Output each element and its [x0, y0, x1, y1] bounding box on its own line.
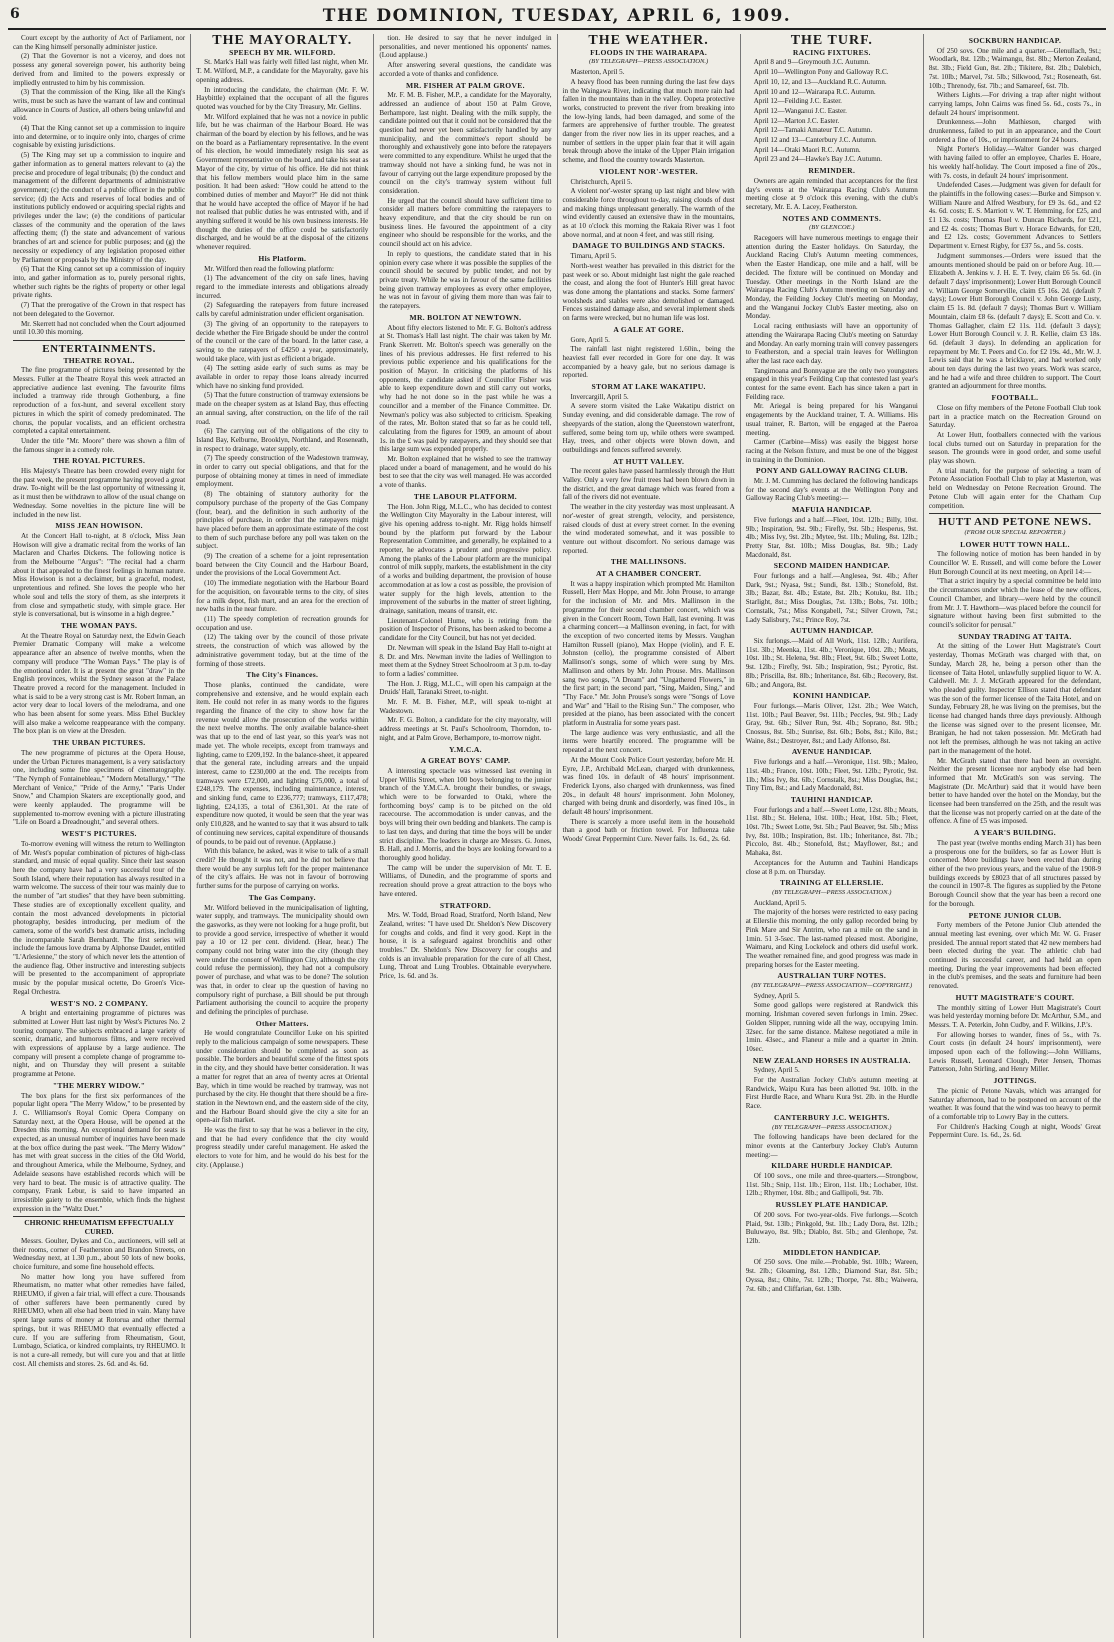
article-heading: A GREAT BOYS' CAMP. — [420, 756, 511, 766]
article-section — [379, 757, 551, 898]
article-heading: MAFUIA HANDICAP. — [791, 505, 872, 515]
article-section — [379, 493, 551, 743]
article-heading: STORM AT LAKE WAKATIPU. — [591, 382, 706, 392]
article-paragraph: Gore, April 5. — [570, 335, 610, 344]
article-paragraph: (1) The advancement of the city on safe lines, having regard to the immediate interests and obligations already incurred. — [196, 274, 369, 300]
advert-paragraph: Messrs. Goulter, Dykes and Co., auctioneers, will sell at their rooms, corner of Featherston and Brandon Streets, on Wednesday next, at 1.30 p.m., about 50 lots of new books, choice furniture, and some fine household effects. — [13, 1236, 186, 1271]
article-paragraph: The fine programme of pictures being presented by the Messrs. Fuller at the Theatre Royal this week attracted an appreciative audience last evening. The favourite films included a tramway ride through Gothenburg, a fine reproduction of a fox-hunt, and several excellent story pictures in which the spirit of comedy predominated. The chorus, the popular vocalists, and an efficient orchestra completed a capital entertainment. — [13, 366, 186, 436]
article-paragraph: The camp will be under the supervision of Mr. T. E. Williams, of Dunedin, and the programme of sports and recreation should prove a great attraction to the boys who have entered. — [379, 863, 552, 898]
article-section — [563, 756, 735, 844]
article-paragraph: His Majesty's Theatre has been crowded every night for the past week, the present programme having proved a great draw. To-night will be the last opportunity of witnessing it, as it must then be withdrawn to allow of the usual change on Wednesday. Some novelties in the picture line will be included in the new list. — [13, 467, 186, 519]
article-section — [746, 49, 918, 164]
article-paragraph: To-morrow evening will witness the return to Wellington of Mr. West's popular combination of pictures of high-class standard, and music of equal quality. Since their last season here the company have had a very successful tour of the South Island, where their reputation has always resulted in a warm welcome. The success of their tour was mainly due to the number of "art studies" that they have been submitting. These studies are of exceptionally excellent quality, and contain the most advanced developments in pictorial photography, besides introducing, per medium of the camera, some of the world's best dramatic artists, including the incomparable Sarah Bernhardt. The first series will include the famous love drama by Alphonse Daudet, entitled "L'Arlesienne," the story of which never lets the attention of the audience flag. Other instructive and interesting subjects will be presented to the accompaniment of appropriate music by the popular musical octette, Do Groen's Vice-Regal Orchestra. — [13, 839, 186, 996]
article-paragraph: Dr. Newman will speak in the Island Bay Hall to-night at 8. Dr. and Mrs. Newman invite the ladies of Wellington to meet them at the Sydney Street Schoolroom at 3 p.m. to-day to form a ladies' committee. — [379, 643, 552, 678]
article-paragraph: For Children's Hacking Cough at night, Woods' Great Peppermint Cure. 1s. 6d., 2s. 6d. — [928, 1122, 1102, 1140]
article-paragraph: Mr. F. M. B. Fisher, M.P., will speak to-night at Wadestown. — [379, 698, 552, 715]
article-heading: THEATRE ROYAL. — [63, 355, 135, 365]
article-paragraph: He was the first to say that he was a believer in the city, and that he had every confidence that the city would progress steadily under careful management. He asked the electors to vote for him, and he would do his best for the city. (Applause.) — [196, 1126, 369, 1169]
article-paragraph: Timaru, April 5. — [570, 252, 617, 261]
column-3 — [374, 34, 557, 1638]
article-paragraph: April 12—Tamaki Amateur T.C. Autumn. — [753, 126, 873, 135]
article-paragraph: The majority of the horses were restricted to easy pacing at Ellerslie this morning, the only gallop recorded being by Pink Mare and Sir Antrim, who ran a mile on the sand in 1min. 51 3-5sec. The last-named pleased most. Aborigine, Waimaru, and King Lockelock and others did useful work. The weather remained fine, and good progress was made in preparing horses for the Easter meeting. — [745, 908, 918, 969]
divider-rule — [13, 340, 185, 341]
article-section — [746, 215, 918, 465]
article-paragraph: (6) That the King cannot set up a commission of inquiry into, and gather information as to, purely personal rights, whether such rights be the rights of property or other legal private rights. — [13, 265, 186, 300]
article-paragraph: Close on fifty members of the Petone Football Club took part in a practice match on the Recreation Ground on Saturday. — [928, 403, 1102, 430]
article-paragraph: Invercargill, April 5. — [570, 392, 629, 401]
article-paragraph: Lieutenant-Colonel Hume, who is retiring from the position of Inspector of Prisons, has been asked to become a candidate for the City Council, but has not yet decided. — [379, 616, 552, 643]
article-paragraph: Sydney, April 5. — [753, 991, 800, 1000]
article-section — [13, 1082, 185, 1214]
article-section — [563, 383, 735, 455]
article-paragraph: For allowing horses to wander, fines of 5s., with 7s. Court costs (in default 24 hours' imprisonment), were imposed upon each of the following:—John Williams, Lewis Russell, Leonard Clough, Peter Jensen, Thomas Patterson, John Stirling, and Henry Miller. — [928, 1030, 1102, 1074]
article-section — [196, 49, 368, 252]
article-paragraph: Four furlongs.—Maris Oliver, 12st. 2lb.; Wee Watch, 11st. 10lb.; Paul Beaver, 9st. 11lb.; Peccles, 9st. 9lb.; Lady Gray, 9st. 6lb.; Silver Run, 9st. 4lb.; Soprano, 8st. 9lb.; Cnossus, 8st. 5lb.; Sunrise, 8st. 6lb.; Bobs, 8st.; Kilo, 8st.; Waine, 8st.; Destroyer, 8st.; and Lady Alfonso, 8st. — [745, 701, 918, 745]
article-section — [746, 562, 918, 624]
article-paragraph: There is scarcely a more useful item in the household than a good bath or friction towel. For Influenza take Woods' Great Peppermint Cure. Never fails. 1s. 6d., 2s. 6d. — [562, 817, 735, 844]
article-paragraph: Of 250 sovs. One mile and a quarter.—Glenullach, 9st.; Woodlark, 8st. 12lb.; Waimangu, 8st. 8lb.; Merton Zealand, 8st. 3lb.; Field Gun, 8st. 2lb.; Tikitere, 8st. 2lb.; Dalebich, 7st. 10lb.; Marvel, 7st. 5lb.; Silkwood, 7st.; Roseneath, 6st. 10lb.; Threnody, 6st. 7lb.; and Samareef, 6st. 7lb. — [928, 46, 1102, 90]
article-heading: NOTES AND COMMENTS. — [782, 213, 882, 223]
article-paragraph: Some good gallops were registered at Randwick this morning. Irishman covered seven furlongs in 1min. 29sec. Golden Slipper, running wide all the way, occupying 1min. 32sec. for the same distance. Maltese negotiated a mile in 1min. 43sec., and Flaneur a mile and a quarter in 2min. 10sec. — [745, 1001, 918, 1053]
columns — [8, 34, 1106, 1638]
article-paragraph: (2) That the Governor is not a viceroy, and does not possess any general sovereign power, his authority being derived from and limited to the powers expressly or impliedly entrusted to him by his commission. — [13, 52, 186, 87]
article-heading: AT A CHAMBER CONCERT. — [596, 569, 702, 579]
article-paragraph: Undefended Cases.—Judgment was given for default for the plaintiffs in the following cases:—Burke and Simpson v. William Naure and Alfred Westbury, for £9 3s. 6d., and £2 4s. 6d. costs; E. S. Marriott v. W. T. Hemming, for £25, and £1 13s. costs; Thomas Ruel v. Duncan Richards, for £21, and £2 4s. costs; Thomas Burt v. Horace Edwards, for £20, and £2 12s. costs; Government Advances to Settlers Department v. Ernest Rigby, for £37 5s., and 5s. costs. — [928, 181, 1102, 251]
article-paragraph: April 23 and 24—Hawke's Bay J.C. Autumn. — [753, 155, 883, 164]
article-paragraph: Auckland, April 5. — [753, 898, 807, 907]
article-section — [746, 1249, 918, 1294]
article-section — [196, 671, 368, 891]
article-heading: FOOTBALL. — [991, 393, 1039, 403]
article-paragraph: A bright and entertaining programme of pictures was submitted at Lower Hutt last night by West's Pictures No. 2 touring company. The subjects embraced a large variety of scenic, dramatic, and humorous films, and were received with expressions of applause by a large audience. The company will present a complete change of programme to-night, and on Thursday they will present a suitable programme at Petone. — [13, 1009, 186, 1079]
article-paragraph: (5) The King may set up a commission to inquire and gather information as to general matters relevant to (a) the precise and procedure of legal tribunals; (b) the conduct and management of the different departments of administrative government; (c) the conduct of a public officer in the public service; (d) the Acts and reserves of local bodies and of institutions publicly endowed or acquiring special rights and privileges under the law; (e) the conditions of particular classes of the community and the operation of the laws affecting them; (f) the state and advancement of various branches of art and science for public purposes; and (g) the necessity or expediency of any legislation proposed either by Parliament or proposals by the Ministry of the day. — [13, 151, 186, 264]
article-section — [13, 34, 185, 337]
article-section — [196, 1020, 368, 1170]
article-section — [746, 1114, 918, 1160]
article-paragraph: (10) The immediate negotiation with the Harbour Board for the acquisition, on favourable terms to the city, of sites for a milk depot, fish mart, and an area for the erection of new baths in the near future. — [196, 579, 369, 614]
article-section — [13, 522, 185, 619]
article-heading: AT HUTT VALLEY. — [612, 456, 685, 466]
article-paragraph: Mr. Wilford believed in the municipalisation of lighting, water supply, and tramways. The municipality should own the gasworks, as they were not looking for a huge profit, but to provide a good service, irrespective of whether it would pay a 10 or 12 per cent. dividend. (Hear, hear.) The company could not bring water into the city (though they were under the consent of Wellington City, although the city could refuse the permission), they had not a compulsory power of purchase, and what was to be done? The solution was that, in order to clear up the question of having no compulsory right of purchase, a Bill should be put through Parliament authorising the council to acquire the property and defining the principles of purchase. — [196, 903, 369, 1016]
article-paragraph: Of 250 sovs. One mile.—Probable, 9st. 10lb.; Wareen, 9st. 2lb.; Gloaming, 8st. 12lb.; Diamond Star, 8st. 5lb.; Oyssa, 8st.; Ohite, 7st. 12lb.; Thorpe, 7st. 8lb.; Waiwera, 7st. 6lb.; and Cliffarian, 6st. 13lb. — [745, 1258, 918, 1293]
article-paragraph: Mr. Wilford explained that he was not a novice in public life, but he was chairman of the Harbour Board. He was chairman of the board by election by his fellows, and he was on the board as a Parliamentary representative. In the event of his election, he would immediately resign his seat as Government representative on the board, and take his seat as Mayor of the city, by virtue of his office. He did not think that his fellow members would place him in the same position. It had been asked: "How could he attend to the combined duties of member and Mayor?" He did not think that he would have accepted the office of Mayor if he had not realised that public duties he was entrusted with, and if anything suffered it would be his own business interests. He thought the duties of the office could be satisfactorily discharged, and he would be at the disposal of the citizens whenever required. — [196, 112, 369, 252]
article-paragraph: At the sitting of the Lower Hutt Magistrate's Court yesterday, Thomas McGrath was charged with that, on Sunday, March 28, he, being a person other than the licensee of Taita Hotel, unlawfully supplied liquor to W. A. Caldwell. Mr. J. J. McGrath appeared for the defendant, who pleaded guilty. Inspector Ellison stated that defendant was the son of the former licensee of the Taita Hotel, and on Sunday, February 28, he was living on the premises, but the license had changed hands three days previously. Although the license was signed over to the present licensee, Mr. Branigan, he had not taken possession. Mr. McGrath had not left the premises, although he was not taking an active part in the management of the hotel. — [928, 642, 1102, 755]
article-heading: MR. BOLTON AT NEWTOWN. — [409, 312, 522, 322]
article-paragraph: The Hon. John Rigg, M.L.C., who has decided to contest the Wellington City Mayoralty in the Labour interest, will give his opening address to-night. Mr. Rigg holds himself bound by the platform put forward by the Labour Representation Committee, and generally, he explained to a reporter, he advocates a prudent and progressive policy. Among the planks of the Labour platform are the municipal control of milk supply, markets, the establishment in the city of a works and building department, the provision of house accommodation at as low a cost as possible, the provision of water supply for the high levels, attention to the improvement of the suburbs in the matter of street lighting, drainage, sanitation, means of transit, etc. — [379, 502, 552, 615]
column-heading: THE TURF. — [790, 34, 873, 48]
article-paragraph: (6) The carrying out of the obligations of the city to Island Bay, Kelburne, Brooklyn, Northland, and Roseneath, in respect to drainage, water supply, etc. — [196, 427, 369, 453]
article-heading: MIDDLETON HANDICAP. — [783, 1247, 881, 1257]
article-heading: JOTTINGS. — [993, 1076, 1037, 1086]
article-paragraph: The following handicaps have been declared for the minor events at the Canterbury Jockey Club's Autumn meeting:— — [745, 1133, 918, 1159]
article-paragraph: Local racing enthusiasts will have an opportunity of attending the Wairarapa Racing Club's meeting on Saturday and Monday. An early morning train will convey passengers to Featherston, and a special train leaves for Wellington after the last race each day. — [745, 322, 918, 365]
article-section — [13, 457, 185, 519]
article-heading: Other Matters. — [255, 1018, 309, 1028]
article-section — [746, 506, 918, 559]
article-paragraph: Tangimoana and Bonnyague are the only two youngsters engaged in this year's Feilding Cup that contested last year's contest for the same event. Each has since taken a part in Feilding race. — [745, 366, 918, 401]
article-section — [563, 242, 735, 322]
article-heading: "THE MERRY WIDOW." — [52, 1080, 146, 1090]
article-section — [929, 829, 1101, 908]
article-section — [929, 1077, 1101, 1140]
article-paragraph: After answering several questions, the candidate was accorded a vote of thanks and confidence. — [379, 61, 552, 78]
article-paragraph: North-west weather has prevailed in this district for the past week or so. About midnight last night the gale reached the coast, and along the foot of Hunter's Hill great havoc was done among the plantations and stacks. Some farmers' woolsheds and stables were also demolished or damaged. Fences sustained damage also, and several implement sheds on farms were wrecked, but no human life was lost. — [562, 261, 735, 323]
article-paragraph: At the Concert Hall to-night, at 8 o'clock, Miss Jean Howison will give a dramatic recital from the works of Ian Maclaren and Charles Dickens. The following notice is from the Melbourne "Argus": "The recital had a charm about it that appealed to the finest feelings in human nature. Miss Howison is not a declaimer, but a graceful, modest, unpretentious and refined. She loves the people who her whole soul and tells the story of them, as she interprets it from close and sympathetic study, with simple grace. Her style is conversational, but is winsome in a high degree." — [13, 531, 186, 619]
page-number: 6 — [10, 6, 20, 22]
column-1 — [8, 34, 191, 1638]
article-paragraph: Court except by the authority of Act of Parliament, nor can the King himself personally administer justice. — [13, 34, 186, 51]
article-paragraph: St. Mark's Hall was fairly well filled last night, when Mr. T. M. Wilford, M.P., a candidate for the Mayoralty, gave his opening address. — [196, 58, 369, 84]
article-paragraph: (8) The obtaining of statutory authority for the compulsory purchase of the property of the Gas Company (four, bear), and the definition in such authority of the principles of purchase, in order that the ratepayers might have placed before them an approximate estimate of the cost to them of such purchase before any poll was taken on the subject. — [196, 490, 369, 551]
article-paragraph: April 12 and 13—Canterbury J.C. Autumn. — [753, 136, 877, 145]
article-section — [746, 1162, 918, 1198]
article-heading: FLOODS IN THE WAIRARAPA. — [590, 47, 708, 57]
article-heading: REMINDER. — [808, 166, 856, 176]
article-section — [379, 34, 551, 79]
article-heading: RUSSLEY PLATE HANDICAP. — [775, 1200, 888, 1210]
article-section — [929, 541, 1101, 630]
article-paragraph: A trial match, for the purpose of selecting a team of Petone Association Football Club to play at Masterton, was held on Wednesday on Petone Recreation Ground. The Petone Club will again enter for the Chatham Cup competition. — [928, 466, 1102, 510]
major-heading: ENTERTAINMENTS. — [42, 342, 156, 355]
article-paragraph: Six furlongs.—Maid of All Work, 11st. 12lb.; Aurifera, 11st. 3lb.; Meenka, 11st. 4lb.; Veronique, 10st. 2lb.; Meats, 10st. 1lb.; St. Helena, 9st. 8lb.; Fleet, 9st. 6lb.; Sweet Lotte, 9st. 12lb.; Firefly, 9st. 5lb.; Inspiration, 9st.; Pyrotic, 8st. 8lb.; Priscilla, 8st. 8lb.; Inheritance, 8st. 6lb.; Recovery, 8st. 6lb.; and Angora, 8st. — [745, 637, 918, 689]
article-heading: SUNDAY TRADING AT TAITA. — [958, 631, 1072, 641]
article-heading: AUSTRALIAN TURF NOTES. — [777, 971, 887, 981]
column-4 — [558, 34, 741, 1638]
article-section — [929, 252, 1101, 391]
column-5 — [741, 34, 924, 1638]
article-heading: THE WOMAN PAYS. — [60, 621, 138, 630]
article-paragraph: A heavy flood has been running during the last few days in the Waingawa River, indicating that much more rain had fallen in the mountains than in the valley. Oopeta protective works, constructed to prevent the river from breaking into the low-lying lands, had been damaged, and some of the farmers are apprehensive of further trouble. The greatest danger from the river now lies in its upper reaches, and a number of settlers in the upper plain fear that it will again break through above the intake of the Upper Plain irrigation scheme, and flood the country towards Masterton. — [562, 77, 735, 165]
article-paragraph: The large audience was very enthusiastic, and all the items were heartily encored. The programme will be repeated at the next concert. — [562, 728, 735, 755]
article-heading: RACING FIXTURES. — [792, 47, 871, 57]
advert-title: CHRONIC RHEUMATISM EFFECTUALLY CURED. — [24, 1218, 174, 1237]
article-section — [929, 91, 1101, 251]
article-paragraph: (11) The speedy completion of recreation grounds for occupation and use. — [196, 615, 369, 632]
article-paragraph: Mr. Wilford then read the following platform: — [204, 264, 334, 273]
column-2 — [191, 34, 374, 1638]
article-heading: DAMAGE TO BUILDINGS AND STACKS. — [572, 241, 725, 251]
article-paragraph: Carmer (Carbine—Miss) was easily the biggest horse racing at the Nelson fixture, and must be one of the biggest in training in the Dominion. — [745, 438, 918, 464]
article-heading: KONINI HANDICAP. — [793, 691, 871, 701]
article-heading: AUTUMN HANDICAP. — [790, 626, 874, 636]
article-section — [929, 912, 1101, 991]
article-heading: The Gas Company. — [248, 892, 316, 902]
article-section — [746, 972, 918, 1053]
article-section — [563, 570, 735, 755]
article-paragraph: April 12—Wanganui J.C. Easter. — [753, 106, 847, 115]
article-heading: VIOLENT NOR'-WESTER. — [599, 166, 698, 176]
article-paragraph: (3) That the commission of the King, like all the King's writs, must be such as have the warrant of law and continual allowance in Courts of Justice, all others being unlawful and void. — [13, 88, 186, 123]
article-heading: A GALE AT GORE. — [613, 324, 684, 334]
article-paragraph: (9) The creation of a scheme for a joint representation board between the City Council and the Harbour Board, under the provisions of the Local Government Act. — [196, 552, 369, 578]
article-section — [13, 357, 185, 455]
article-paragraph: At the Theatre Royal on Saturday next, the Edwin Geach Premier Dramatic Company will make a welcome appearance after an absence of twelve months, when the company will produce "The Woman Pays." The play is of the emotional order. It is at present the great "draw" in the English provinces, whilst the Sydney season at the Palace Theatre proved a record for the management. Included in what is said to be a very strong cast is Mr. Robert Inman, an actor very dear to local lovers of the melodrama, and one who has been absent for some years. Miss Ethel Buckley will also make a welcome reappearance with the company. The box plan is on view at the Dresden. — [13, 631, 186, 736]
article-paragraph: (3) The giving of an opportunity to the ratepayers to decide whether the Fire Brigade should be under the control of the council or the care of the board. In the latter case, a saving to the ratepayers of £4250 a year, approximately, would take place, with just as efficient a brigade. — [196, 319, 369, 363]
article-section — [563, 326, 735, 380]
article-paragraph: tion. He desired to say that he never indulged in personalities, and never mentioned his opponents' names. (Loud applause.) — [379, 34, 552, 60]
article-heading: THE MALLINSONS. — [610, 557, 687, 567]
article-section — [746, 627, 918, 689]
article-paragraph: In reply to questions, the candidate stated that in his opinion every case where it was possible the supplies of the council should be secured by public tender, and not by private treaty. While he was in favour of the same facilities being given tramway employees as every other employee, he was not in favour of giving them more than was fair to the ratepayers. — [379, 249, 552, 311]
article-paragraph: "That a strict inquiry by a special committee be held into the circumstances under which the lease of the new offices, Council Chamber, and library—were held by the council from Mr. J. T. Hawthorn—was placed before the council for signature without having been first submitted to the council's solicitor for perusal." — [928, 577, 1102, 629]
article-paragraph: The new programme of pictures at the Opera House, under the Urban Pictures management, is a very satisfactory one, including some fine specimens of cinematography. "The Nymph of Fontainebleau," "Modern Metallurgy," "The Merchant of Venice," "Pride of the Army," "Paris Under Snow," and Champion Skaters are exceptionally good, and were keenly applauded. The programme will be supplemented to-morrow evening with a picture illustrating "Life on Board a Dreadnought," and several others. — [13, 748, 186, 827]
article-subheading: (BY TELEGRAPH—PRESS ASSOCIATION.) — [588, 58, 709, 66]
article-paragraph: The rainfall last night registered 1.60in., being the heaviest fall ever recorded in Gore for one day. It was accompanied by a heavy gale, but no serious damage is reported. — [562, 345, 735, 380]
major-subheading: (FROM OUR SPECIAL REPORTER.) — [964, 528, 1066, 536]
article-section — [563, 558, 735, 567]
article-paragraph: Withers Lights.—For driving a trap after night without carrying lamps, John Cairns was fined 5s. 6d., costs 7s., in default 24 hours' imprisonment. — [928, 91, 1102, 117]
article-heading: SOCKBURN HANDICAP. — [968, 36, 1062, 45]
article-paragraph: A interesting spectacle was witnessed last evening in Upper Willis Street, when 100 boys belonging to the junior branch of the Y.M.C.A. brought their bundles, or swags, which were to be forwarded to Otaki, where the forthcoming boys' camp is to be pitched on the old racecourse. The accommodation is under canvas, and the boys will bring their own bedding and blankets. The camp is to last ten days, and during that time the boys will be under strict discipline. The leaders in charge are Messrs. G. Jones, B. Hall, and J. Morris, and the boys are looking forward to a thoroughly good holiday. — [379, 766, 552, 862]
article-section — [13, 622, 185, 736]
article-paragraph: A violent nor'-wester sprang up last night and blew with considerable force throughout to-day, raising clouds of dust and making things unpleasant generally. The warmth of the wind evidently caused an extensive thaw in the mountains, as at 10 o'clock this morning the Rakaia River was 1 foot above normal, and at noon 4 feet, and was still rising. — [562, 187, 735, 239]
masthead — [8, 6, 1106, 30]
article-section — [929, 467, 1101, 511]
article-section — [929, 633, 1101, 826]
article-heading: NEW ZEALAND HORSES IN AUSTRALIA. — [752, 1055, 911, 1065]
article-heading: The City's Finances. — [246, 670, 319, 680]
article-section — [196, 894, 368, 1017]
article-paragraph: Sydney, April 5. — [753, 1066, 800, 1075]
article-subheading: (BY GLENCOE.) — [809, 224, 855, 232]
article-section — [379, 82, 551, 311]
article-paragraph: Five furlongs and a half.—Fleet, 10st. 12lb.; Billy, 10st. 9lb.; Inspiration, 9st. 9lb.; Firefly, 9st. 5lb.; Hesperus, 9st. 4lb.; Miss Ivy, 9st. 2lb.; Mytee, 9st. 1lb.; Muling, 8st. 12lb.; Pretty Star, 8st. 10lb.; Miss Douglas, 8st. 9lb.; Lady Macdonald, 8st. — [745, 515, 918, 559]
article-section — [929, 37, 1101, 90]
article-heading: WEST'S NO. 2 COMPANY. — [50, 998, 148, 1008]
article-paragraph: Four furlongs and a half.—Anglesea, 9st. 4lb.; After Dark, 9st.; Nyasa, 9st.; Sundi, 8st. 13lb.; Stonefold, 8st. 3lb.; Bazar, 8st. 4lb.; Estate, 8st. 2lb.; Kotuku, 8st. 1lb.; Starlight, 8st.; Miss Douglas, 7st. 13lb.; Bobs, 7st. 10lb.; Cornstalk, 7st.; Miss Kongabell, 7st.; Silver Crown, 7st.; Lady Salisbury, 7st.; Prince Roy, 7st. — [745, 572, 918, 624]
divider-rule — [929, 513, 1101, 514]
article-section — [379, 746, 551, 755]
article-paragraph: (7) That the prerogative of the Crown in that respect has not been delegated to the Governor. — [13, 301, 186, 318]
article-paragraph: Five furlongs and a half.—Veronique, 11st. 9lb.; Maleo, 11st. 4lb.; France, 10st. 10lb.; Fleet, 9st. 12lb.; Pyrotic, 9st. 1lb.; Miss Ivy, 8st. 6lb.; Cornstalk, 8st.; Miss Douglas, 8st.; Tiny Tim, 8st.; and Lady Macdonald, 8st. — [745, 758, 918, 793]
article-paragraph: April 8 and 9—Greymouth J.C. Autumn. — [753, 58, 870, 67]
article-paragraph: April 14—Otaki Maori R.C. Autumn. — [753, 145, 861, 154]
article-paragraph: The monthly sitting of Lower Hutt Magistrate's Court was held yesterday morning before Dr. McArthur, S.M., and Messrs. T. A. Peterkin, John Cudby, and F. Wilkins, J.P.'s. — [928, 1003, 1102, 1029]
advertisement — [13, 1216, 185, 1368]
article-paragraph: He would congratulate Councillor Luke on his spirited reply to the malicious campaign of some newspapers. These under consideration should be completed as soon as possible. The borders and beautiful scene of the fittest spots in the city, and they should have better consideration. It was a matter for regret that an area of twenty acres at Oriental Bay, which in time would be reached by tramway, was not purchased by the city. He thought that there should be a fire-station in the Newtown end, and the eastern side of the city, and the Harbour Board should give the city a site for an open-air fish market. — [196, 1029, 369, 1125]
article-paragraph: Drunkenness.—John Mathieson, charged with drunkenness, failed to put in an appearance, and the Court ordered a fine of 10s., or imprisonment for 24 hours. — [928, 118, 1102, 144]
article-paragraph: Mr. F. M. B. Fisher, M.P., a candidate for the Mayoralty, addressed an audience of about 150 at Palm Grove, Berhampore, last night. Dealing with the milk supply, the candidate pointed out that it could not be considered that the question had never yet been satisfactorily handled by any municipality, and the committee's report should be thoroughly and exhaustively gone into before the ratepayers were committed to any expenditure. Whilst he urged that the tramway should not have a sinking fund, he was not in favour of carrying out the large expenditure proposed by the council on the city's tramway system without full consideration. — [379, 91, 552, 195]
article-section — [746, 1057, 918, 1111]
article-paragraph: For the Australian Jockey Club's autumn meeting at Randwick, Waipu Kura has been allotted 9st. 10lb. in the First Hurdle Race, and Wharu Kura 9st. 2lb. in the Hurdle Race. — [745, 1076, 918, 1111]
article-paragraph: The recent gales have passed harmlessly through the Hutt Valley. Only a very few fruit trees had been blown down in the district, and the great damage which was feared from a fall of the rivers did not eventuate. — [562, 467, 735, 502]
column-heading: THE MAYORALTY. — [212, 34, 353, 48]
article-heading: PETONE JUNIOR CLUB. — [968, 910, 1062, 920]
article-heading: PONY AND GALLOWAY RACING CLUB. — [755, 466, 908, 476]
column-heading: THE WEATHER. — [588, 34, 709, 48]
article-section — [929, 994, 1101, 1074]
article-paragraph: Mr. McGrath stated that there had been an oversight. Neither the present licensee nor anybody else had been informed that Mr. McGrath's son was serving. The Magistrate (Dr. McArthur) said that it would have been better to have handed over the hotel on the Monday, but the licensee had been transferred on the 25th, and the result was that the license was not properly carried on at the date of the offence. A fine of £5 was imposed. — [928, 756, 1102, 826]
article-paragraph: (2) Safeguarding the ratepayers from future increased calls by careful administration under efficient organisation. — [196, 301, 369, 319]
article-heading: A YEAR'S BUILDING. — [973, 828, 1057, 838]
article-section — [746, 692, 918, 745]
article-paragraph: (4) The setting aside early of such sums as may be available in order to repay those loans already incurred which have no sinking fund provided. — [196, 364, 369, 390]
article-heading: LOWER HUTT TOWN HALL. — [960, 539, 1070, 549]
article-heading: KILDARE HURDLE HANDICAP. — [771, 1161, 893, 1171]
article-section — [379, 314, 551, 490]
article-paragraph: (7) The speedy construction of the Wadestown tramway, in order to carry out special obligations, and that for the purpose of obtaining money at times in need of immediate employment. — [196, 454, 369, 489]
article-paragraph: April 12—Marton J.C. Easter. — [753, 116, 840, 125]
article-section — [746, 467, 918, 503]
article-heading: THE LABOUR PLATFORM. — [413, 491, 517, 501]
article-section — [563, 168, 735, 240]
article-paragraph: Acceptances for the Autumn and Tauhini Handicaps close at 8 p.m. on Thursday. — [745, 858, 918, 876]
article-section — [746, 1201, 918, 1246]
article-heading: Y.M.C.A. — [448, 744, 482, 754]
article-paragraph: Mrs. W. Todd, Broad Road, Stratford, North Island, New Zealand, writes: "I have used Dr. Sheldon's New Discovery for coughs and colds, and find it very good. Kept in the house, it is a safeguard against bronchitis and other troubles." Dr. Sheldon's New Discovery for coughs and colds is an invaluable preparation for the cure of all Chest, Lung, Throat and Lung Troubles. Obtainable everywhere. Price, 1s. 6d. and 3s. — [379, 911, 552, 981]
article-subheading: (BY TELEGRAPH—PRESS ASSOCIATION—COPYRIGHT.) — [751, 982, 913, 990]
article-paragraph: Owners are again reminded that acceptances for the first day's events at the Wairarapa Racing Club's Autumn meeting close at 9 o'clock this evening, with the club's secretary, Mr. E. A. Lacey, Featherston. — [745, 176, 918, 211]
article-paragraph: He urged that the council should have sufficient time to consider all matters before committing the ratepayers to heavy expenditure, and that the city should be run on business lines. He favoured the appointment of a city engineer who should be responsible for the works, and the council should act on his advice. — [379, 196, 552, 249]
newspaper-title: THE DOMINION, TUESDAY, APRIL 6, 1909. — [322, 6, 792, 26]
article-paragraph: The weather in the city yesterday was most unpleasant. A nor'-wester of great strength, velocity, and persistence, raised clouds of dust at every street corner. In the evening the wind moderated somewhat, and it was possible to venture out without discomfort. No serious damage was reported. — [562, 503, 735, 555]
article-paragraph: (12) The taking over by the council of those private streets, the construction of which was allowed by the administrative government today, but at the time of the forming of those streets. — [196, 633, 369, 668]
article-heading: HUTT MAGISTRATE'S COURT. — [955, 992, 1075, 1002]
article-heading: THE URBAN PICTURES. — [52, 738, 146, 748]
article-paragraph: (5) That the future construction of tramway extensions be made on the cheaper system as at Island Bay, thus effecting an annual saving, after construction, on the life of the rail road. — [196, 391, 369, 426]
article-paragraph: Judgment summonses.—Orders were issued that the amounts mentioned should be paid on or before Aug. 10.—Elizabeth A. Jenkins v. J. H. E. T. Ivey, claim £6 5s. 6d. (in default 7 days' imprisonment); Lower Hutt Borough Council v. William George Somerville, claim £5 16s. 2d. (default 7 days); Lower Hutt Borough Council v. John George Lusty, claim £5 1s. 8d. (default 7 days); Thomas Burt v. William Mountain, claim £8 6s. (default 7 days); E. Scott and Co. v. Thomas Gallagher, claim £2 11s. 11d. (default 3 days); Lower Hutt Borough Council v. J. R. Kellie, claim £3 18s. 6d. (default 3 days). In defending an application for repayment by Mr. T. Peers and Co. for £2 19s. 4d., Mr. W. J. Lewis said that he was a bricklayer, and had worked only about ten days during the last two years. Work was scarce, and he had a wife and three children to support. The Court granted an adjournment for three months. — [928, 251, 1102, 391]
article-section — [563, 458, 735, 556]
article-heading: THE ROYAL PICTURES. — [53, 456, 146, 466]
article-paragraph: Of 200 sovs. For two-year-olds. Five furlongs.—Scotch Plaid, 9st. 13lb.; Pinkgold, 9st. 1lb.; Lady Dora, 8st. 12lb.; Buluwayo, 8st. 9lb.; Diablo, 8st. 5lb.; and Glenhope, 7st. 12lb. — [745, 1210, 918, 1245]
article-section — [13, 739, 185, 827]
article-paragraph: The picnic of Petone Navals, which was arranged for Saturday afternoon, had to be postponed on account of the weather. It was found that the wind was too heavy to permit of a comfortable trip to Lowry Bay in the cutters. — [928, 1086, 1102, 1121]
article-subheading: (BY TELEGRAPH—PRESS ASSOCIATION.) — [772, 888, 892, 896]
article-paragraph: Mr. Ariegal is being prepared for his Wanganui engagements by the Auckland trainer, T. A. Williams. His usual trainer, R. Barton, will be engaged at the Paeroa meeting. — [745, 402, 918, 437]
article-paragraph: Masterton, April 5. — [570, 68, 625, 77]
article-section — [196, 255, 368, 668]
article-paragraph: Mr. J. M. Cumming has declared the following handicaps for the second day's events at the Wellington Pony and Galloway Racing Club's meeting:— — [745, 477, 918, 503]
article-section — [13, 830, 185, 996]
article-paragraph: (4) That the King cannot set up a commission to inquire into and determine, or to inquire only into, charges of crime cognisable by existing jurisdictions. — [13, 124, 186, 150]
article-paragraph: At Lower Hutt, footballers connected with the various local clubs turned out on Saturday in preparation for the season. The grounds were in good order, and some useful play was shown. — [928, 430, 1102, 466]
article-paragraph: The following notice of motion has been handed in by Councillor W. E. Russell, and will come before the Lower Hutt Borough Council at its next meeting, on April 14:— — [928, 550, 1102, 576]
article-section — [929, 394, 1101, 466]
article-paragraph: In introducing the candidate, the chairman (Mr. F. W. Haybittle) explained that the occupant of all the figures quoted was vouched for by the City Treasury, Mr. Gellins. — [196, 85, 369, 111]
major-heading: HUTT AND PETONE NEWS. — [938, 516, 1092, 529]
article-section — [563, 49, 735, 165]
article-heading: TRAINING AT ELLERSLIE. — [779, 878, 884, 888]
article-paragraph: Those planks, continued the candidate, were comprehensive and extensive, and he would explain each item. He could not refer in as many words to the figures regarding the finance of the city to show how far the revenue would allow the prosecution of the works within the next twelve months. The only available balance-sheet was that up to the end of last year, so this year's was not made yet. The whole receipts, except from tramways and lighting, came to £209,192. In the balance-sheet, it appeared that the general rate, including arrears and the unpaid interest, came to £230,000 at the end. The receipts from tramways were £72,000, and lighting £75,000, a total of £248,179. The expenses, including maintenance, interest, and sinking fund, came to £236,777; tramways, £117,478; lighting, £24,135, a total of £361,301. At the rate of expenditure now quoted, it would be seen that the year was only £10,828, and he wanted to say that it was absurd to talk of continuing new services, capital expenditure of thousands of pounds, to be paid out of revenue. (Applause.) — [196, 680, 369, 846]
article-paragraph: April 10, 12, and 13—Auckland R.C. Autumn. — [753, 77, 887, 86]
article-paragraph: The past year (twelve months ending March 31) has been a prosperous one for the builders, so far as Lower Hutt is concerned. More buildings have been erected than during either of the two previous years, and the value of the 1908-9 buildings exceeds by £8023 that of all structures passed by the council in 1907-8. The figures as supplied by the Petone Borough Council show that the year has been a record one for the borough. — [928, 838, 1102, 908]
article-paragraph: April 10 and 12—Wairarapa R.C. Autumn. — [753, 87, 876, 96]
article-paragraph: Mr. Bolton explained that he wished to see the tramway placed under a board of management, and he would do his best to see that the city was well managed. He was accorded a vote of thanks. — [379, 455, 552, 490]
article-section — [746, 748, 918, 793]
article-paragraph: Christchurch, April 5. — [570, 177, 633, 186]
article-heading: TAUHINI HANDICAP. — [790, 794, 873, 804]
article-paragraph: April 12—Feilding J.C. Easter. — [753, 97, 842, 106]
article-paragraph: Of 100 sovs., one mile and three-quarters.—Strongbow, 11st. 5lb.; Snip, 11st. 1lb.; Eiron, 11st. 1lb.; Lochaber, 10st. 12lb.; Rhymer, 10st. 8lb.; and Gallipoli, 9st. 7lb. — [745, 1172, 918, 1198]
article-heading: WEST'S PICTURES. — [61, 829, 137, 839]
article-paragraph: With this balance, he asked, was it wise to talk of a small credit? He thought it was not, and he did not believe that there would be any surplus left for the proper maintenance of the city's affairs. He was not in favour of borrowing further sums for the purpose of carrying on works. — [196, 847, 369, 891]
article-heading: SECOND MAIDEN HANDICAP. — [773, 561, 890, 571]
article-section — [13, 1000, 185, 1079]
article-paragraph: At the Mount Cook Police Court yesterday, before Mr. H. Eyre, J.P., Archibald McLean, charged with drunkenness, was fined 10s. in default of 48 hours' imprisonment. Frederick Lyons, also charged with drunkenness, was fined 20s., in default 48 hours' imprisonment. John Moloney, charged with being drunk and disorderly, was fined 10s., in default 48 hours' imprisonment. — [562, 755, 735, 817]
article-heading: MR. FISHER AT PALM GROVE. — [405, 80, 525, 90]
advert-paragraph: No matter how long you have suffered from Rheumatism, no matter what other remedies have failed, RHEUMO, if given a fair trial, will effect a cure. Thousands of other sufferers have been permanently cured by RHEUMO, when all else had been tried in vain. Many have spent large sums of money at Rotorua and other thermal springs, but it was RHEUMO that eventually effected a cure. If you are suffering from Rheumatism, Gout, Lumbago, Sciatica, or kindred complaints, try RHEUMO. It is not a cure-all remedy, but will cure you and that at little cost. All chemists and stores. 2s. 6d. and 4s. 6d. — [13, 1272, 186, 1368]
article-heading: CANTERBURY J.C. WEIGHTS. — [773, 1112, 890, 1122]
article-paragraph: A severe storm visited the Lake Wakatipu district on Sunday evening, and did considerable damage. The row of sheepyards of the station, along the Queenstown waterfront, suffered, some being torn up, while others were swamped. Hay, trees, and other objects were blown down, and outbuildings and fences suffered severely. — [562, 402, 735, 454]
article-section — [746, 859, 918, 876]
article-heading: STRATFORD. — [439, 900, 492, 910]
article-paragraph: Four furlongs and a half.—Sweet Lotte, 12st. 8lb.; Meats, 11st. 8lb.; St. Helena, 10st. 10lb.; Heat, 10st. 5lb.; Fleet, 10st. 7lb.; Sweet Lotte, 9st. 5lb.; Paul Beaver, 9st. 5lb.; Miss Ivy, 8st. 10lb.; Inspiration, 8st. 1lb.; Inheritance, 8st. 7lb.; Piccolo, 8st. 4lb.; Stonefold, 8st.; Mayflower, 8st.; and Mahaka, 8st. — [745, 805, 918, 858]
article-paragraph: The Hon. J. Rigg, M.L.C., will open his campaign at the Druids' Hall, Taranaki Street, to-night. — [379, 679, 552, 697]
article-section — [746, 796, 918, 858]
article-paragraph: The box plans for the first six performances of the popular light opera "The Merry Widow," to be presented by J. C. Williamson's Royal Comic Opera Company on Saturday next, at the Opera House, will be opened at the Dresden this morning. An exceptional demand for seats is expected, as an unusual number of inquiries have been made at the box office during the past week. "The Merry Widow" has met with great success in the cities of the Old World, and throughout America, while the Melbourne, Sydney, and Adelaide seasons have established records which will be very hard to beat. The music is of attractive quality. The company, Frank Lebur, is said to have imparted an irresistible gaiety to the ensemble, which finds the highest expression in the "Waltz Duet." — [13, 1091, 186, 1213]
article-heading: MISS JEAN HOWISON. — [55, 521, 143, 531]
article-paragraph: Mr. Skerrett had not concluded when the Court adjourned until 10.30 this morning. — [13, 319, 186, 337]
article-paragraph: It was a happy inspiration which prompted Mr. Hamilton Russell, Herr Max Hoppe, and Mr. John Prouse, to arrange for the inclusion of Mr. and Mrs. Mallinson in the programme for their second chamber concert, which was given in the Concert Room, Town Hall, last evening. It was a charming concert—a Mallinson evening, in fact, for with the exception of two concerted items by Messrs. Vaughan Hamilton Russell (piano), Max Hoppe (violin), and F. E. Johnston (cello), the programme consisted of Albert Mallinson's songs, some of which were sung by Mrs. Mallinson and others by Mr. John Prouse. Mrs. Mallinson sang two songs, "A Dream" and "Ungathered Flowers," in the first part; in the second part, "Sing, Maiden, Sing," and "Thy Face." Mr. John Prouse's songs were "Songs of Love and War" and "Hail to the Rising Sun." The composer, who presided at the piano, has been associated with the concert platform in Australia for some years past. — [562, 579, 735, 728]
article-heading: His Platform. — [258, 253, 307, 263]
article-paragraph: Racegoers will have numerous meetings to engage their attention during the Easter holidays. On Saturday, the Auckland Racing Club's Autumn meeting commences, when the Easter Handicap, one mile and a half, will be decided. The fixture will be continued on Monday and Tuesday. Other meetings in the North Island are the Wairarapa Racing Club's Autumn meeting on Saturday and Monday, the Feilding Jockey Club's meeting on Monday, and the Wanganui Jockey Club's Easter meeting, also on Monday. — [745, 234, 918, 321]
article-paragraph: Forty members of the Petone Junior Club attended the annual meeting last evening, over which Mr. W. G. Fraser presided. The annual report stated that 42 new members had been elected during the year. The athletic club had continued its successful career, and had held an open meeting. During the year improvements had been effected in the club's premises, and the seats and furniture had been renovated. — [928, 921, 1102, 991]
article-section — [379, 902, 551, 981]
article-heading: AVENUE HANDICAP. — [791, 747, 872, 757]
article-subheading: (BY TELEGRAPH—PRESS ASSOCIATION.) — [772, 1123, 892, 1131]
article-paragraph: Night Porter's Holiday.—Walter Gander was charged with having failed to offer an employee, Charles E. Hoare, his weekly half-holiday. The Court imposed a fine of 20s., with 7s. costs, in default 24 hours' imprisonment. — [928, 145, 1102, 180]
article-section — [746, 879, 918, 969]
article-paragraph: About fifty electors listened to Mr. F. G. Bolton's address at St. Thomas's Hall last night. The chair was taken by Mr. Frank Skerrett. Mr. Bolton's speech was generally on the lines of his previous addresses. He first referred to his previous public experience and his qualifications for the position of Mayor. In criticising the platforms of his opponents, the candidate asked if Councillor Fisher was able to keep expenditure down and still carry out works, why had he not done so in the past while he was a councillor and a member of the Finance Committee. Dr. Newman's policy was also subjected to criticism. Speaking of the rates, Mr. Bolton stated that so far as he could tell, calculating from the figures for 1909, an amount of about 1s. in the £ was paid by ratepayers, and they should see that this large sum was expended properly. — [379, 323, 552, 454]
column-6 — [924, 34, 1106, 1638]
article-paragraph: Under the title "Mr. Moore" there was shown a film of the famous singer in a comedy role. — [13, 436, 186, 454]
article-section — [746, 167, 918, 212]
article-paragraph: Mr. F. G. Bolton, a candidate for the city mayoralty, will address meetings at St. Paul's Schoolroom, Thorndon, to-night, and at Palm Grove, Berhampore, to-morrow night. — [379, 716, 552, 742]
article-heading: SPEECH BY MR. WILFORD. — [229, 47, 336, 57]
article-paragraph: April 10—Wellington Pony and Galloway R.C. — [753, 68, 889, 77]
